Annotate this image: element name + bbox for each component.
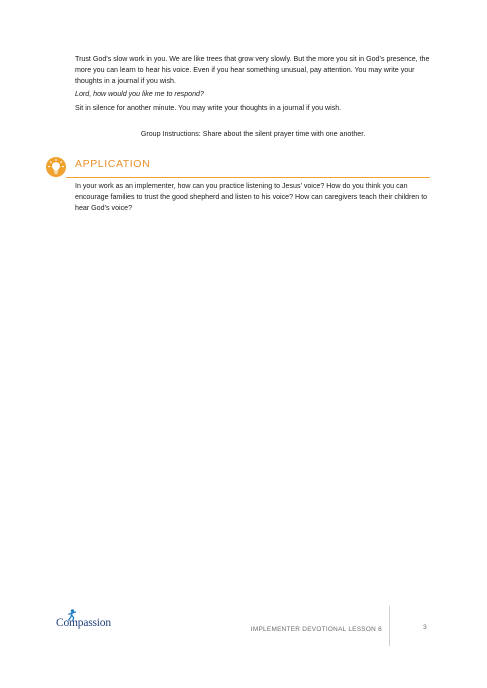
prayer-prompt: Lord, how would you like me to respond? (75, 90, 204, 98)
body-paragraph-trust: Trust God’s slow work in you. We are like trees that grow very slowly. But the more you sit in God’s presence, the more you can learn to hear his voice. Even if you hear something unusual, pay attention. You may write your thoughts in a journal if you wish. (75, 55, 430, 86)
lightbulb-icon (46, 157, 66, 177)
compassion-logo (56, 609, 126, 633)
body-paragraph-silence: Sit in silence for another minute. You may write your thoughts in a journal if you wish. (75, 104, 342, 112)
application-paragraph: In your work as an implementer, how can you practice listening to Jesus’ voice? How do you think you can encourage families to trust the good shepherd and listen to his voice? How can caregivers teach their children to hear God’s voice? (75, 182, 428, 213)
application-divider (66, 177, 430, 178)
footer-title: IMPLEMENTER DEVOTIONAL LESSON 6 (250, 626, 382, 633)
footer-divider (389, 606, 390, 646)
logo-wordmark: Compassion (56, 617, 111, 629)
page-number: 3 (423, 624, 427, 631)
application-heading: APPLICATION (75, 158, 151, 170)
group-instructions: Group Instructions: Share about the silent prayer time with one another. (140, 130, 366, 138)
